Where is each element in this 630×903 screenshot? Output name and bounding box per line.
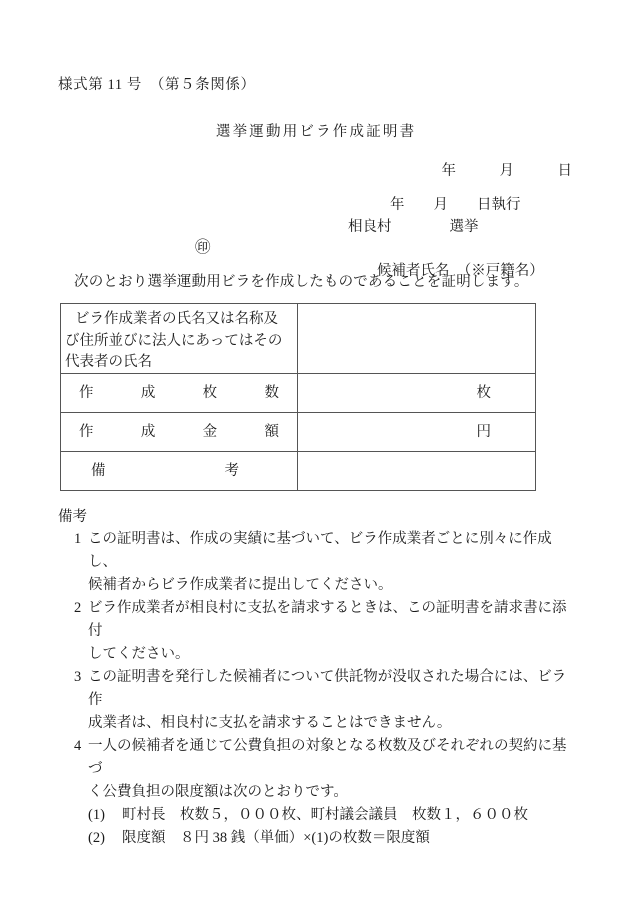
note-line: く公費負担の限度額は次のとおりです。	[88, 784, 348, 800]
note-line: 一人の候補者を通じて公費負担の対象となる枚数及びそれぞれの契約に基づ	[88, 738, 567, 777]
producer-info-label: ビラ作成業者の氏名又は名称及び住所並びに法人にあってはその代表者の氏名	[65, 311, 283, 370]
table-cell-label-amount	[61, 413, 298, 452]
note-number-3: 3	[74, 669, 82, 685]
certificate-table-body	[61, 304, 536, 491]
table-row	[61, 304, 536, 374]
amount-unit: 円	[476, 424, 491, 440]
table-cell-label-quantity	[61, 374, 298, 413]
amount-label	[61, 413, 297, 451]
remarks-label-char-2: 考	[224, 463, 239, 479]
note-subitem-text: 限度額 ８円 38 銭（単価）×(1)の枚数＝限度額	[122, 830, 430, 846]
note-line: 候補者からビラ作成業者に提出してください。	[88, 577, 393, 593]
quantity-unit: 枚	[476, 385, 491, 401]
remarks-label	[61, 452, 297, 490]
table-cell-label-producer	[61, 304, 298, 374]
document-title: 選挙運動用ビラ作成証明書	[215, 124, 417, 140]
note-line: この証明書を発行した候補者について供託物が没収された場合には、ビラ作	[88, 669, 567, 708]
note-line: してください。	[88, 646, 190, 662]
note-number-1: 1	[74, 531, 82, 547]
table-row	[61, 452, 536, 491]
table-cell-value-producer[interactable]	[298, 304, 536, 374]
amount-label-char-1: 作	[79, 424, 94, 440]
election-name-line: 相良村 選挙	[348, 219, 479, 235]
note-subitem-marker: (2)	[88, 830, 105, 846]
note-item-3	[58, 666, 578, 735]
note-item-4	[58, 735, 578, 804]
table-cell-value-remarks[interactable]	[298, 452, 536, 491]
table-cell-label-remarks	[61, 452, 298, 491]
quantity-label-char-3: 枚	[202, 385, 218, 401]
note-line: この証明書は、作成の実績に基づいて、ビラ作成業者ごとに別々に作成し、	[88, 531, 552, 570]
amount-label-char-3: 金	[202, 424, 218, 440]
note-subitem-text: 町村長 枚数５，０００枚、町村議会議員 枚数１，６００枚	[122, 807, 528, 823]
table-cell-value-amount[interactable]	[298, 413, 536, 452]
remarks-value	[298, 452, 535, 490]
amount-label-char-4: 額	[264, 424, 279, 440]
form-number-label: 様式第 11 号 （第５条関係）	[58, 77, 256, 93]
notes-heading: 備考	[58, 509, 87, 525]
certification-statement: 次のとおり選挙運動用ビラを作成したものであることを証明します。	[74, 274, 529, 290]
candidate-name-label: 候補者氏名 （※戸籍名）	[377, 263, 544, 279]
note-line: ビラ作成業者が相良村に支払を請求するときは、この証明書を請求書に添付	[88, 600, 567, 639]
certificate-table	[60, 303, 536, 491]
execution-date-line: 年 月 日執行	[390, 197, 521, 213]
notes-section	[58, 505, 578, 850]
date-blank-line: 年 月 日	[441, 163, 572, 179]
remarks-label-char-1: 備	[91, 463, 106, 479]
seal-icon: ㊞	[195, 239, 211, 256]
quantity-label-char-2: 成	[140, 385, 156, 401]
note-item-1	[58, 528, 578, 597]
note-subitem-2	[58, 827, 578, 850]
producer-info-value	[298, 310, 535, 368]
amount-label-char-2: 成	[140, 424, 156, 440]
note-text-2	[88, 597, 578, 666]
note-number-2: 2	[74, 600, 82, 616]
table-row	[61, 374, 536, 413]
table-cell-value-quantity[interactable]	[298, 374, 536, 413]
note-text-3	[88, 666, 578, 735]
quantity-label	[61, 374, 297, 412]
quantity-label-char-4: 数	[264, 385, 279, 401]
note-item-2	[58, 597, 578, 666]
note-subitem-marker: (1)	[88, 807, 105, 823]
note-number-4: 4	[74, 738, 82, 754]
note-text-4	[88, 735, 578, 804]
table-row	[61, 413, 536, 452]
note-subitem-1	[58, 804, 578, 827]
note-text-1	[88, 528, 578, 597]
quantity-label-char-1: 作	[79, 385, 94, 401]
note-line: 成業者は、相良村に支払を請求することはできません。	[88, 715, 452, 731]
